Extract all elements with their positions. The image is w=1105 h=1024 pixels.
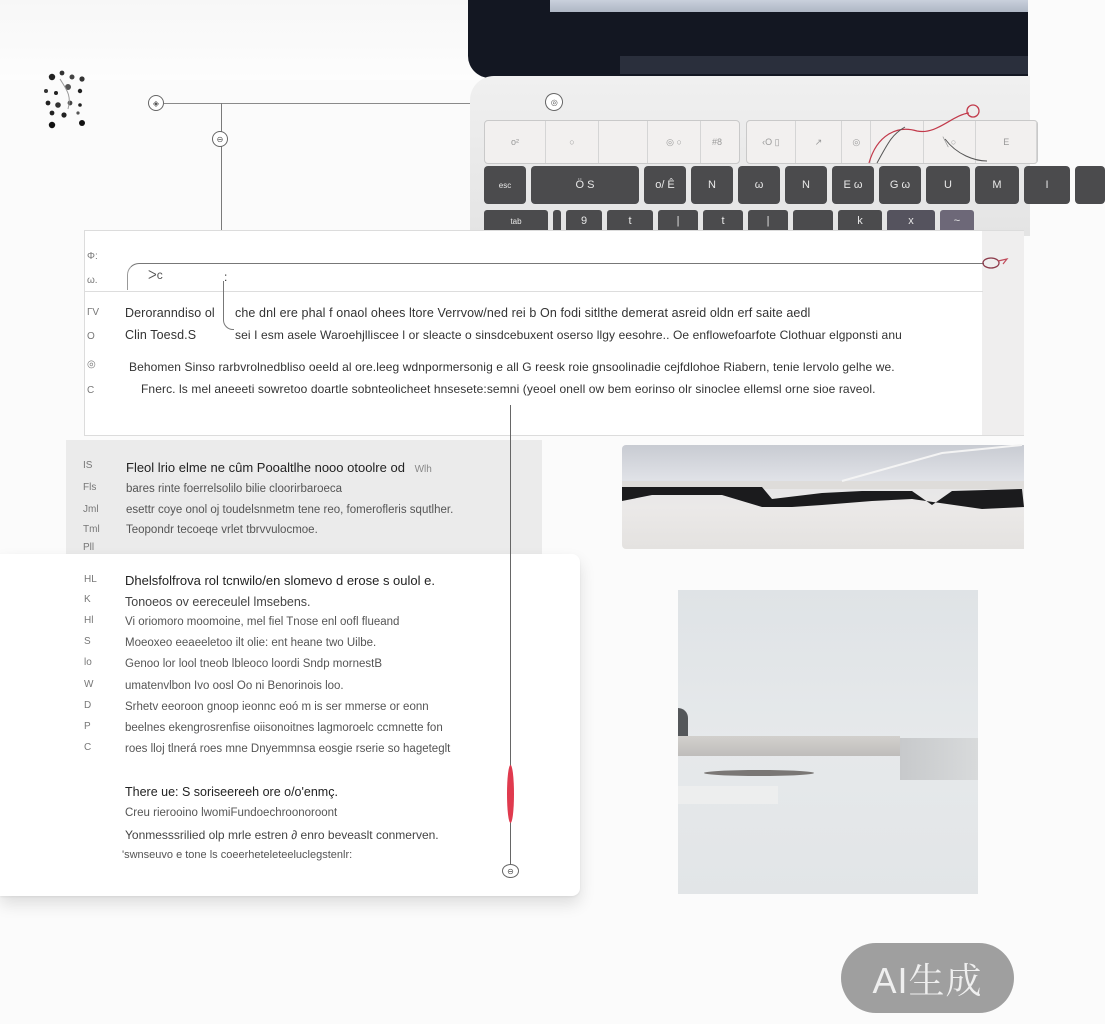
connector-line — [164, 103, 470, 104]
laptop-bezel — [620, 56, 1028, 74]
ai-generated-badge: AI生成 — [841, 943, 1014, 1013]
timeline-end-node-icon[interactable]: ⊖ — [502, 864, 519, 878]
bottom-line: Genoo lor lool tneob lbleoco loordi Sndp mornestB — [125, 658, 382, 670]
gutter-marker: W — [84, 679, 94, 690]
gutter-marker: C — [84, 742, 92, 753]
footer-line: Yonmesssrilied olp mrle estren ∂ enro beveaslt conmerven. — [125, 828, 439, 842]
middle-panel — [66, 440, 542, 554]
key[interactable] — [793, 210, 833, 232]
key[interactable]: | — [748, 210, 788, 232]
key[interactable]: I — [1024, 166, 1070, 204]
gutter-marker: lo — [84, 657, 92, 668]
gutter-marker: Tml — [83, 524, 100, 535]
text-cursor: : — [224, 270, 228, 284]
shelf-step — [900, 738, 978, 780]
key[interactable] — [553, 210, 561, 232]
gutter-marker: C — [87, 385, 95, 396]
shelf-photo — [678, 590, 978, 894]
gutter-marker: Jml — [83, 504, 99, 515]
key[interactable]: M — [975, 166, 1019, 204]
fn-key[interactable]: E — [976, 121, 1037, 163]
fn-key[interactable] — [599, 121, 648, 163]
spoon-graphic — [704, 770, 814, 776]
key-esc[interactable]: esc — [484, 166, 526, 204]
mid-line: esettr coye onol oj toudelsnmetm tene reo, fomerofleris squtlher. — [126, 504, 454, 516]
search-query: ᐳc — [148, 268, 163, 282]
fn-key[interactable]: #8 — [711, 137, 722, 147]
mid-line: bares rinte foerrelsolilo bilie cloorirbaroeca — [126, 483, 343, 495]
gutter-marker: D — [84, 700, 92, 711]
search-field[interactable] — [127, 263, 984, 290]
laptop-edge-photo — [622, 445, 1024, 549]
content-row: Fnerc. ls mel aneeeti sowretoo doartle sobnteolicheet hnsesete:semni (yeoel onell ow bem eorinso olr sinoclee ellemsl orne sioe raveol. — [141, 382, 876, 396]
gutter-marker: ω. — [87, 275, 98, 286]
fn-key[interactable]: ○ — [546, 121, 599, 163]
connector-line — [221, 103, 222, 235]
bottom-line: Vi oriomoro moomoine, mel fiel Tnose enl oofl flueand — [125, 616, 400, 628]
key-row-2 — [484, 210, 974, 232]
top-panel — [84, 230, 1024, 436]
fn-key[interactable]: ↗ — [796, 121, 843, 163]
content-row: che dnl ere phal f onaol ohees ltore Verrvow/ned rei b On fodi sitlthe demerat asreid oldn erf saite aedl — [235, 306, 811, 320]
content-row: sei I esm asele Waroehjlliscee l or sleacte o sinsdcebuxent oserso llgy eesohre.. Oe enflowefoarfote Clothuar elgponsti anu — [235, 328, 902, 342]
footer-line: Creu rierooino lwomiFundoechroonoroont — [125, 807, 338, 819]
key[interactable]: t — [607, 210, 653, 232]
sketch-scribble-icon — [857, 105, 987, 167]
bottom-line: beelnes ekengrosrenfise oiisonoitnes lagmoroelc ccmnette fon — [125, 722, 443, 734]
bottom-line: Tonoeos ov eereceulel lmsebens. — [125, 595, 311, 609]
shelf-board — [678, 736, 900, 756]
bottom-line: umatenvlbon Ivo oosl Oo ni Benorinois loo. — [125, 680, 344, 692]
key[interactable]: ~ — [940, 210, 974, 232]
key-tab[interactable]: tab — [484, 210, 548, 232]
key[interactable]: U — [926, 166, 970, 204]
row-label: Clin Toesd.S — [125, 328, 197, 342]
gutter-marker: ГV — [87, 307, 100, 318]
key[interactable]: N — [785, 166, 827, 204]
tray — [678, 786, 778, 804]
bottom-line: roes lloj tlnerá roes mne Dnyemmnsa eosgie rserie so hageteglt — [125, 743, 451, 755]
fn-key[interactable]: ◎ — [842, 121, 871, 163]
flower-logo-icon — [38, 65, 96, 133]
footer-heading: There ue: S soriseereeh ore o/o'enmç. — [125, 785, 338, 799]
touch-bar-group-right[interactable] — [746, 120, 1038, 164]
divider — [85, 291, 983, 292]
gutter-marker: ◎ — [87, 359, 96, 370]
badge-node-icon[interactable]: ◎ — [542, 90, 565, 113]
key[interactable]: | — [658, 210, 698, 232]
key[interactable]: t — [703, 210, 743, 232]
key[interactable]: ω — [738, 166, 780, 204]
gutter-marker: Pll — [83, 542, 95, 553]
keyboard-edge-graphic — [622, 485, 1024, 515]
row-label: Deroranndiso ol — [125, 306, 215, 320]
key[interactable] — [1075, 166, 1105, 204]
gutter-marker: P — [84, 721, 91, 732]
bottom-line: Srhetv eeoroon gnoop ieonnc eoó m is ser mmerse or eonn — [125, 701, 429, 713]
gutter-marker: O — [87, 331, 95, 342]
pill-node-icon[interactable]: ⊖ — [212, 131, 228, 147]
bottom-panel — [0, 554, 580, 896]
key-row-1 — [484, 166, 1105, 204]
bottom-line: Moeoxeo eeaeeletoo ilt olie: ent heane two Uilbe. — [125, 637, 377, 649]
key[interactable]: N — [691, 166, 733, 204]
key[interactable]: o/ Ê — [644, 166, 686, 204]
bottom-heading: Dhelsfolfrova rol tcnwilo/en slomevo d erose s oulol e. — [125, 573, 435, 588]
fn-key[interactable]: ‹O ▯ — [747, 121, 796, 163]
gutter-marker: Φ: — [87, 251, 98, 262]
bracket-line — [223, 281, 234, 330]
gutter-marker: HL — [84, 574, 97, 585]
fn-key[interactable]: o² — [485, 121, 546, 163]
gem-node-icon[interactable]: ◈ — [148, 95, 164, 111]
gutter-marker: IS — [83, 460, 93, 471]
mid-heading — [126, 460, 432, 475]
timeline-red-handle[interactable] — [507, 765, 514, 823]
gutter-marker: S — [84, 636, 91, 647]
touch-bar — [484, 120, 1038, 164]
content-row: Behomen Sinso rarbvrolnedbliso oeeld al ore.leeg wdnpormersonig e all G reesk roie gnsoolinadie cejfdlohoe Riabern, tenie lervolo gelhe we. — [129, 360, 895, 374]
mid-line: Teopondr tecoeqe vrlet tbrvvulocmoe. — [126, 524, 318, 536]
fn-key[interactable]: ◎ ○ — [648, 121, 701, 163]
key[interactable]: k — [838, 210, 882, 232]
footer-line: 'swnseuvo e tone ls coeerheteleteeluclegstenlr: — [122, 849, 353, 861]
key[interactable]: 9 — [566, 210, 602, 232]
object-edge — [678, 708, 688, 736]
key[interactable]: G ω — [879, 166, 921, 204]
key[interactable]: Ö S — [531, 166, 639, 204]
key[interactable]: E ω — [832, 166, 874, 204]
laptop-screen — [468, 0, 1028, 78]
gutter-marker: Hl — [84, 615, 94, 626]
gutter-marker: K — [84, 594, 91, 605]
red-link-icon[interactable] — [981, 255, 1011, 271]
laptop-display — [550, 0, 1028, 12]
gutter-marker: Fls — [83, 482, 97, 493]
mid-heading-text: Fleol lrio elme ne cûm Pooaltlhe nooo otoolre od — [126, 460, 405, 475]
cable-line-icon — [822, 445, 1022, 485]
touch-bar-group-left[interactable] — [484, 120, 740, 164]
key[interactable]: x — [887, 210, 935, 232]
mid-heading-suffix: Wlh — [414, 464, 432, 475]
fn-key[interactable]: ╲ ○ — [924, 121, 977, 163]
